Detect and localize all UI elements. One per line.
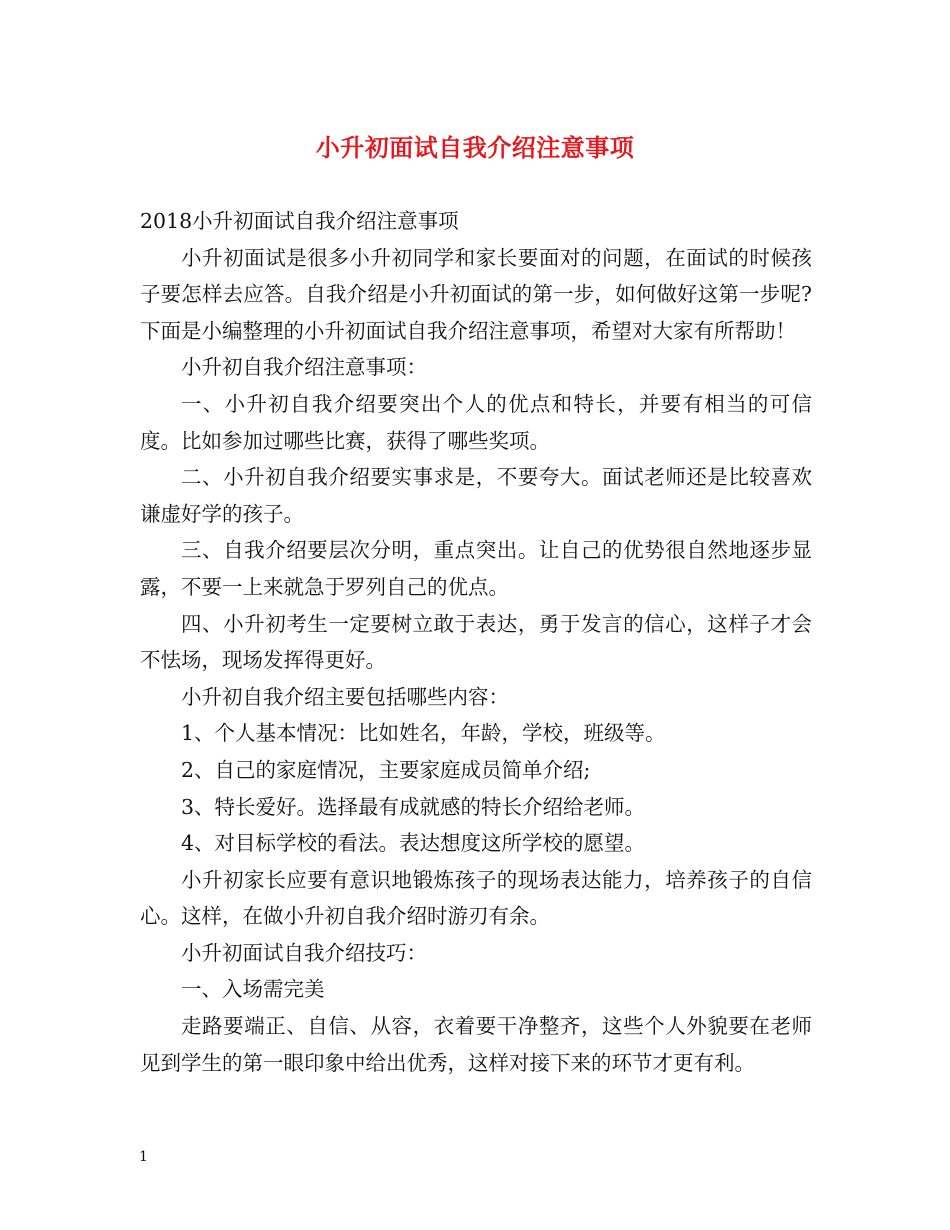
page-number: 1 [139, 1149, 148, 1165]
paragraph: 小升初自我介绍主要包括哪些内容： [181, 684, 509, 709]
list-item: 2、自己的家庭情况，主要家庭成员简单介绍; [181, 757, 591, 782]
paragraph: 二、小升初自我介绍要实事求是，不要夸大。面试老师还是比较喜欢谦虚好学的孩子。 [140, 465, 812, 526]
paragraph: 走路要端正、自信、从容，衣着要干净整齐，这些个人外貌要在老师见到学生的第一眼印象中给出优秀，这样对接下来的环节才更有利。 [140, 1014, 812, 1075]
paragraph: 小升初面试自我介绍技巧： [181, 940, 427, 965]
paragraph: 小升初自我介绍注意事项： [181, 355, 427, 380]
paragraph: 小升初面试是很多小升初同学和家长要面对的问题，在面试的时候孩子要怎样去应答。自我介绍是小升初面试的第一步，如何做好这第一步呢?下面是小编整理的小升初面试自我介绍注意事项，希望对大家有所帮助！ [140, 245, 812, 343]
paragraph: 四、小升初考生一定要树立敢于表达，勇于发言的信心，这样子才会不怯场，现场发挥得更好。 [140, 611, 812, 673]
document-title: 小升初面试自我介绍注意事项 [315, 133, 635, 162]
list-item: 4、对目标学校的看法。表达想度这所学校的愿望。 [181, 831, 646, 856]
paragraph: 一、小升初自我介绍要突出个人的优点和特长，并要有相当的可信度。比如参加过哪些比赛，获得了哪些奖项。 [140, 391, 812, 453]
paragraph: 一、入场需完美 [181, 977, 325, 1002]
document-body [140, 203, 812, 1081]
paragraph: 三、自我介绍要层次分明，重点突出。让自己的优势很自然地逐步显露，不要一上来就急于罗列自己的优点。 [140, 538, 812, 599]
list-item: 3、特长爱好。选择最有成就感的特长介绍给老师。 [181, 794, 646, 819]
list-item: 1、个人基本情况：比如姓名，年龄，学校，班级等。 [181, 721, 666, 746]
paragraph: 2018小升初面试自我介绍注意事项 [140, 209, 459, 233]
paragraph: 小升初家长应要有意识地锻炼孩子的现场表达能力，培养孩子的自信心。这样，在做小升初自我介绍时游刃有余。 [140, 867, 812, 929]
